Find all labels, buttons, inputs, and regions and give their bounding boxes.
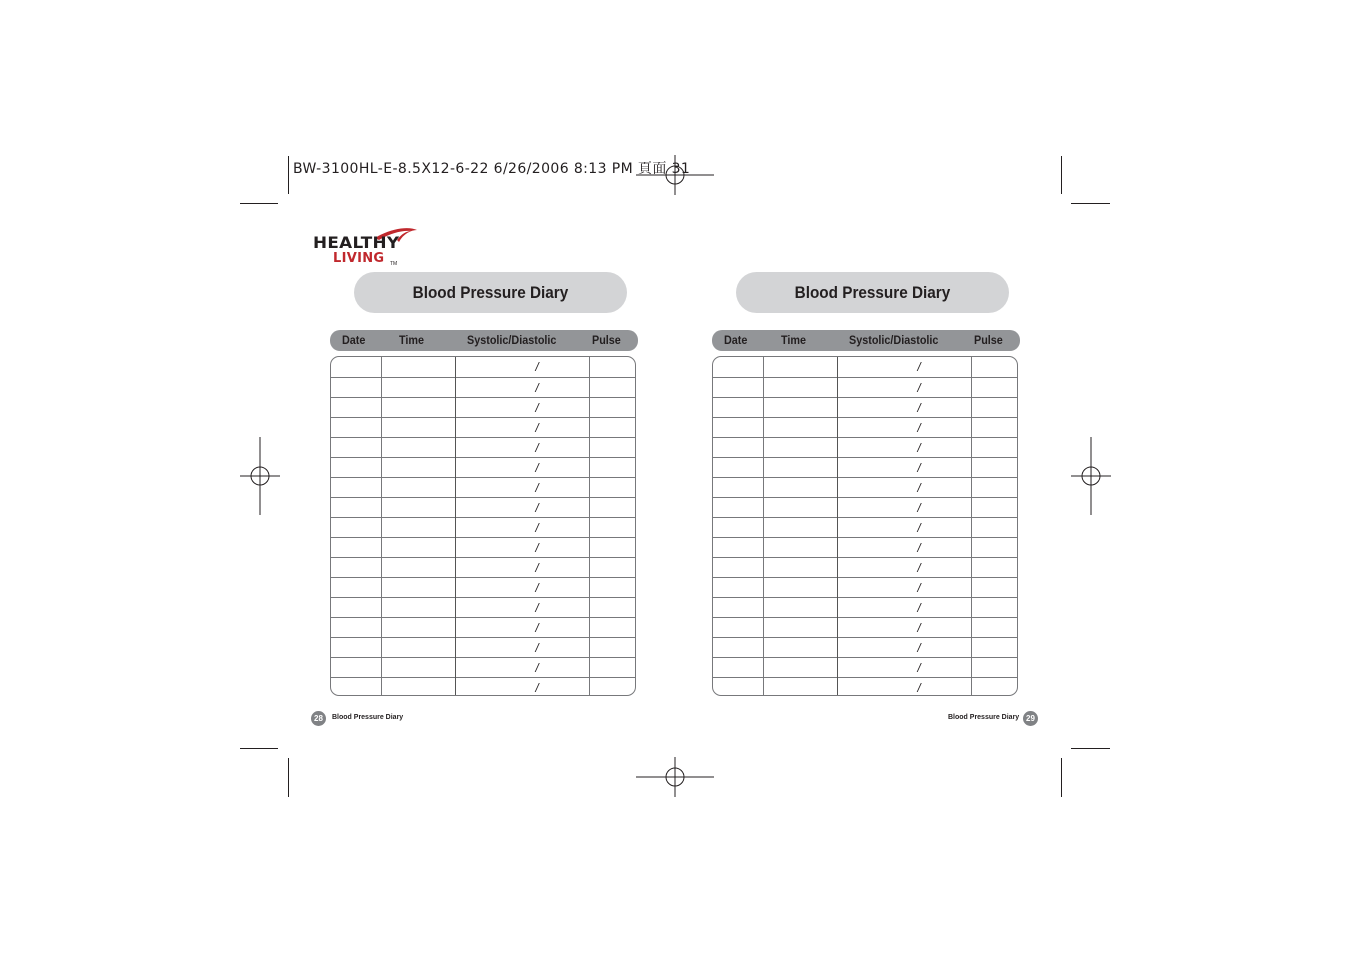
print-slug: BW-3100HL-E-8.5X12-6-22 6/26/2006 8:13 PM 頁面 31 [293,161,691,177]
bp-separator: / [535,481,539,495]
bp-separator: / [535,681,539,695]
bp-separator: / [535,381,539,395]
crop-mark [1071,748,1110,749]
column-divider [971,357,972,695]
bp-separator: / [917,360,921,374]
crop-mark [288,758,289,797]
bp-separator: / [917,481,921,495]
column-header-systolic-diastolic: Systolic/Diastolic [849,333,939,347]
column-header-time: Time [399,333,425,347]
bp-separator: / [917,381,921,395]
bp-separator: / [535,360,539,374]
column-header-bar-right [712,330,1020,351]
crop-mark [1061,156,1062,194]
bp-separator: / [917,401,921,415]
bp-separator: / [917,541,921,555]
bp-separator: / [535,521,539,535]
logo-text-living: LIVING [333,251,385,266]
bp-separator: / [535,561,539,575]
bp-separator: / [535,601,539,615]
bp-separator: / [917,421,921,435]
bp-separator: / [917,561,921,575]
bp-separator: / [535,401,539,415]
column-divider [763,357,764,695]
logo-text-healthy: HEALTHY [313,233,400,252]
column-header-bar-left [330,330,638,351]
column-divider [455,357,456,695]
bp-separator: / [917,521,921,535]
healthy-living-logo [313,226,423,270]
crop-mark [240,748,278,749]
bp-separator: / [535,421,539,435]
registration-mark-bottom [636,757,714,797]
bp-separator: / [917,621,921,635]
bp-separator: / [917,641,921,655]
column-divider [381,357,382,695]
bp-separator: / [535,581,539,595]
column-header-systolic-diastolic: Systolic/Diastolic [467,333,557,347]
registration-mark-left [240,437,280,515]
bp-separator: / [917,581,921,595]
crop-mark [240,203,278,204]
footer-label-left: Blood Pressure Diary [332,714,404,721]
crop-mark [1071,203,1110,204]
column-header-date: Date [342,333,366,347]
bp-separator: / [535,621,539,635]
bp-separator: / [917,681,921,695]
column-header-pulse: Pulse [592,333,621,347]
bp-separator: / [535,641,539,655]
crop-mark [1061,758,1062,797]
column-divider [837,357,838,695]
diary-grid-left [330,356,636,696]
bp-separator: / [917,441,921,455]
registration-mark-right [1071,437,1111,515]
bp-separator: / [917,501,921,515]
registration-mark-top [636,155,714,195]
column-header-pulse: Pulse [974,333,1003,347]
bp-separator: / [535,441,539,455]
footer-label-right: Blood Pressure Diary [948,714,1020,721]
page-number-right: 29 [1023,711,1038,726]
page-title-right: Blood Pressure Diary [736,272,1009,313]
page-number-left: 28 [311,711,326,726]
bp-separator: / [917,661,921,675]
column-divider [589,357,590,695]
bp-separator: / [535,541,539,555]
diary-grid-right [712,356,1018,696]
bp-separator: / [917,461,921,475]
bp-separator: / [535,661,539,675]
logo-trademark: TM [390,261,398,267]
page-title-left: Blood Pressure Diary [354,272,627,313]
bp-separator: / [535,461,539,475]
column-header-date: Date [724,333,748,347]
column-header-time: Time [781,333,807,347]
bp-separator: / [917,601,921,615]
crop-mark [288,156,289,194]
bp-separator: / [535,501,539,515]
